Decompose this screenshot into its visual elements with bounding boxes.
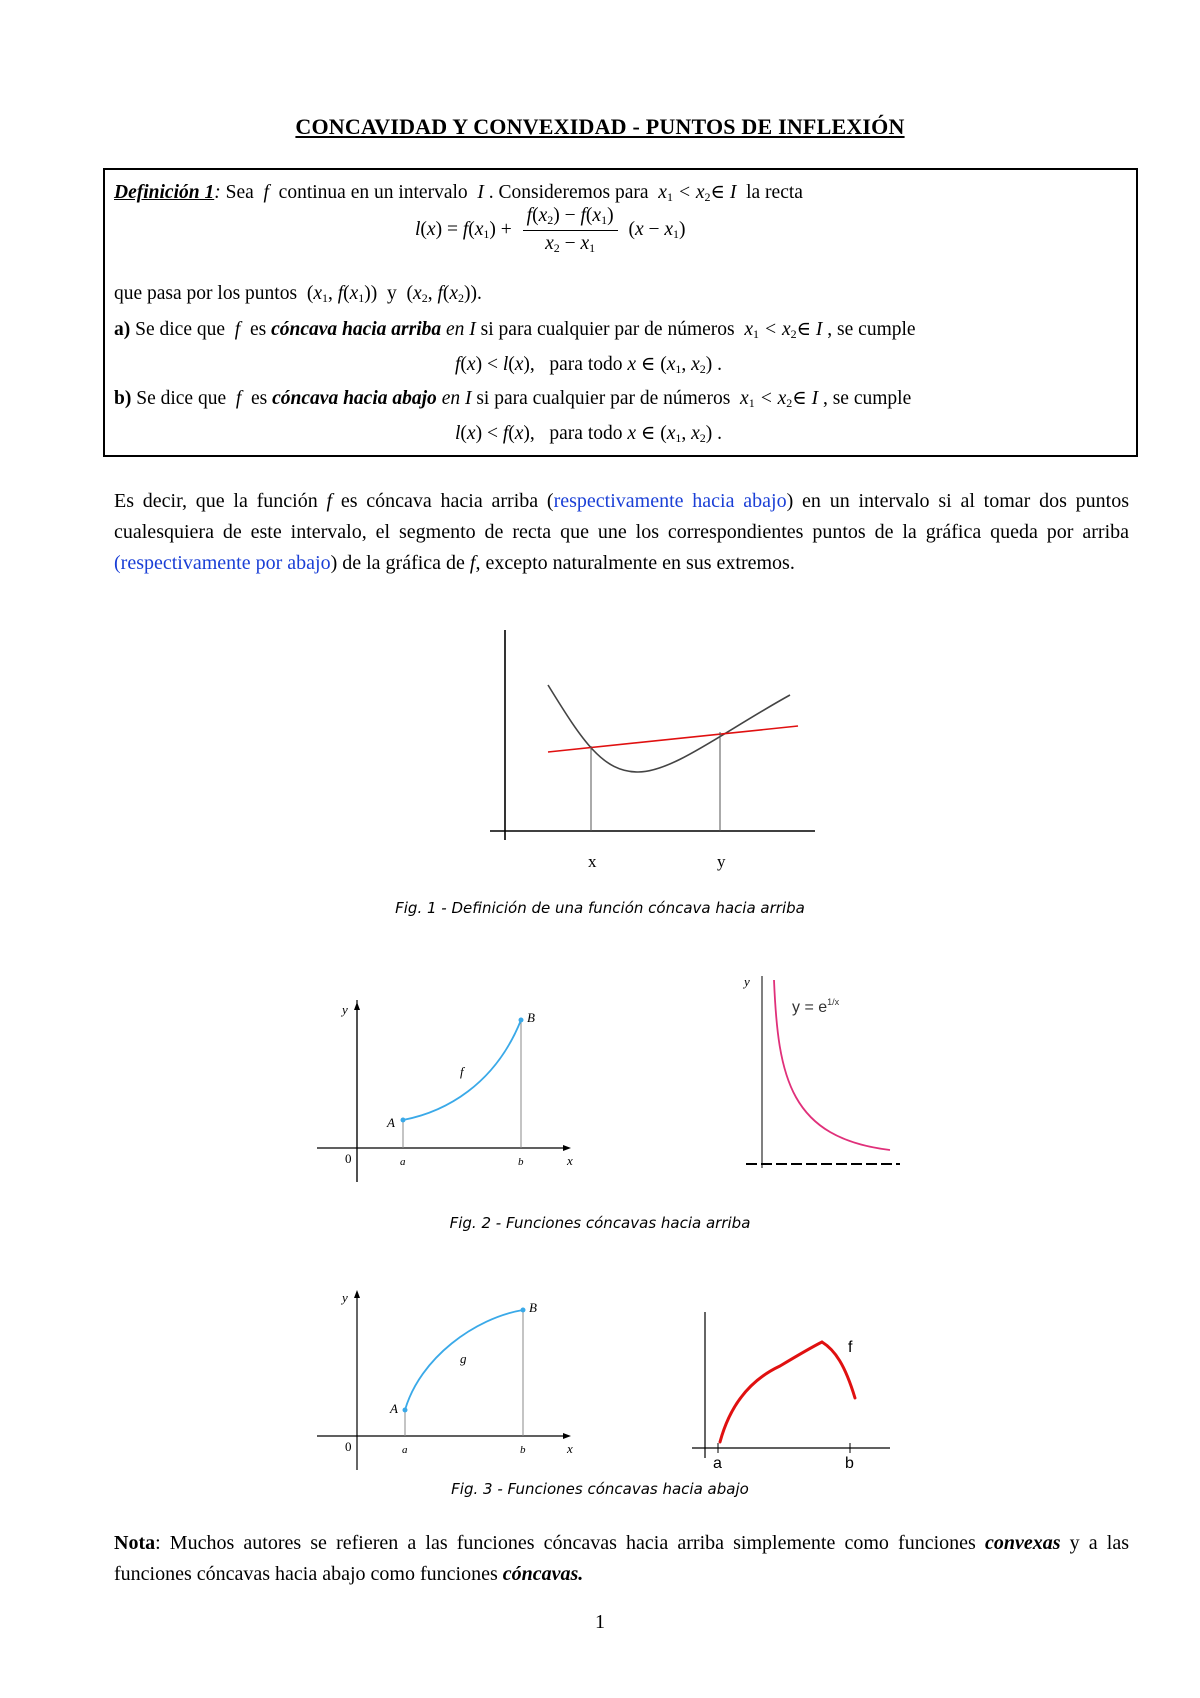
fig3r-a-label: a [713,1455,722,1472]
fig3r-curve [720,1342,855,1442]
fig2l-origin: 0 [345,1151,352,1166]
page-title: CONCAVIDAD Y CONVEXIDAD - PUNTOS DE INFLEXIÓN [295,114,905,139]
page-number: 1 [595,1611,605,1633]
figure-3-right [690,1310,910,1480]
fig1-secant [548,726,798,752]
definition-b-condition: l(x) < f(x), para todo x ∈ ($x_1$, $x_2$) . [455,423,723,445]
definition-b-line: b) Se dice que f es cóncava hacia abajo en I si para cualquier par de números $x_1$ < $x_2\in$ I , se cumple [114,388,912,410]
fig2l-point-a [401,1118,406,1123]
fig3l-x-arrow [563,1433,571,1439]
figure-1-caption: Fig. 1 - Definición de una función cóncava hacia arriba [395,899,805,917]
definition-label: Definición 1 [114,182,215,203]
fig2r-eq-label: $y = e^{1/x}$ [792,997,840,1016]
fig3l-A-label: A [390,1401,398,1416]
fig2r-y-label: y [744,974,750,989]
figure-2-caption: Fig. 2 - Funciones cóncavas hacia arriba [449,1214,751,1232]
fig2l-a-label: a [400,1156,406,1168]
blue-text-2: (respectivamente por abajo [114,552,331,574]
figure-1 [488,622,828,882]
fig3l-B-label: B [529,1300,537,1315]
figure-2-right [740,968,910,1178]
fig2l-x-arrow [563,1145,571,1151]
fig3l-y-arrow [354,1290,360,1298]
fig2l-b-label: b [518,1156,524,1168]
fig2l-y-label: y [342,1002,348,1017]
figure-3-caption: Fig. 3 - Funciones cóncavas hacia abajo [451,1480,749,1498]
fig3l-point-a [403,1408,408,1413]
fig2l-A-label: A [387,1115,395,1130]
fig2l-f-label: f [460,1064,464,1079]
definition-a-line: a) Se dice que f es cóncava hacia arriba en I si para cualquier par de números $x_1$ < $x_2\in$ I , se cumple [114,319,916,341]
definition-points-line: que pasa por los puntos ($x_1$, $f(x_1)$) y ($x_2$, $f(x_2)$). [114,283,482,305]
fig2l-point-b [519,1018,524,1023]
fig3r-f-label: f [848,1339,853,1356]
explanation-paragraph: Es decir, que la función f es cóncava hacia arriba (respectivamente hacia abajo) en un intervalo si al tomar dos puntos cualesquiera de este intervalo, el segmento de recta que une los correspondientes puntos de la gráfica queda por arriba (respectivamente por abajo) de la gráfica de f, excepto naturalmente en sus extremos. [114,490,1129,574]
fig1-y-label: y [717,852,726,871]
definition-line-1: Definición 1: Sea f continua en un intervalo I . Consideremos para $x_1$ < $x_2\in$ I la recta [114,182,803,204]
formula-secant-line: $l(x) = f(x_1)$ + $\frac{f(x_2) - f(x_1)}{x_2 - x_1}$ $(x - x_1)$ [415,205,686,255]
fig2l-B-label: B [527,1010,535,1025]
fig2l-x-label: x [567,1153,573,1168]
fig3l-g-label: g [460,1351,467,1366]
definition-a-condition: f(x) < l(x), para todo x ∈ ($x_1$, $x_2$) . [455,354,723,376]
fig3l-point-b [521,1308,526,1313]
note-paragraph: Nota: Muchos autores se refieren a las funciones cóncavas hacia arriba simplemente como funciones convexas y a las funciones cóncavas hacia abajo como funciones cóncavas. [114,1532,1130,1585]
figure-2-left [305,1000,595,1200]
fig3l-y-label: y [342,1290,348,1305]
note-label: Nota [114,1532,156,1554]
blue-text-1: respectivamente hacia abajo [553,490,787,512]
fig3l-x-label: x [567,1441,573,1456]
figure-3-left [305,1288,595,1488]
fig3l-a-label: a [402,1444,408,1456]
fig3l-origin: 0 [345,1439,352,1454]
fig3r-b-label: b [845,1455,854,1472]
fig1-x-label: x [588,852,597,871]
fig2l-y-arrow [354,1002,360,1010]
fig3l-b-label: b [520,1444,526,1456]
fig1-curve [548,685,790,772]
